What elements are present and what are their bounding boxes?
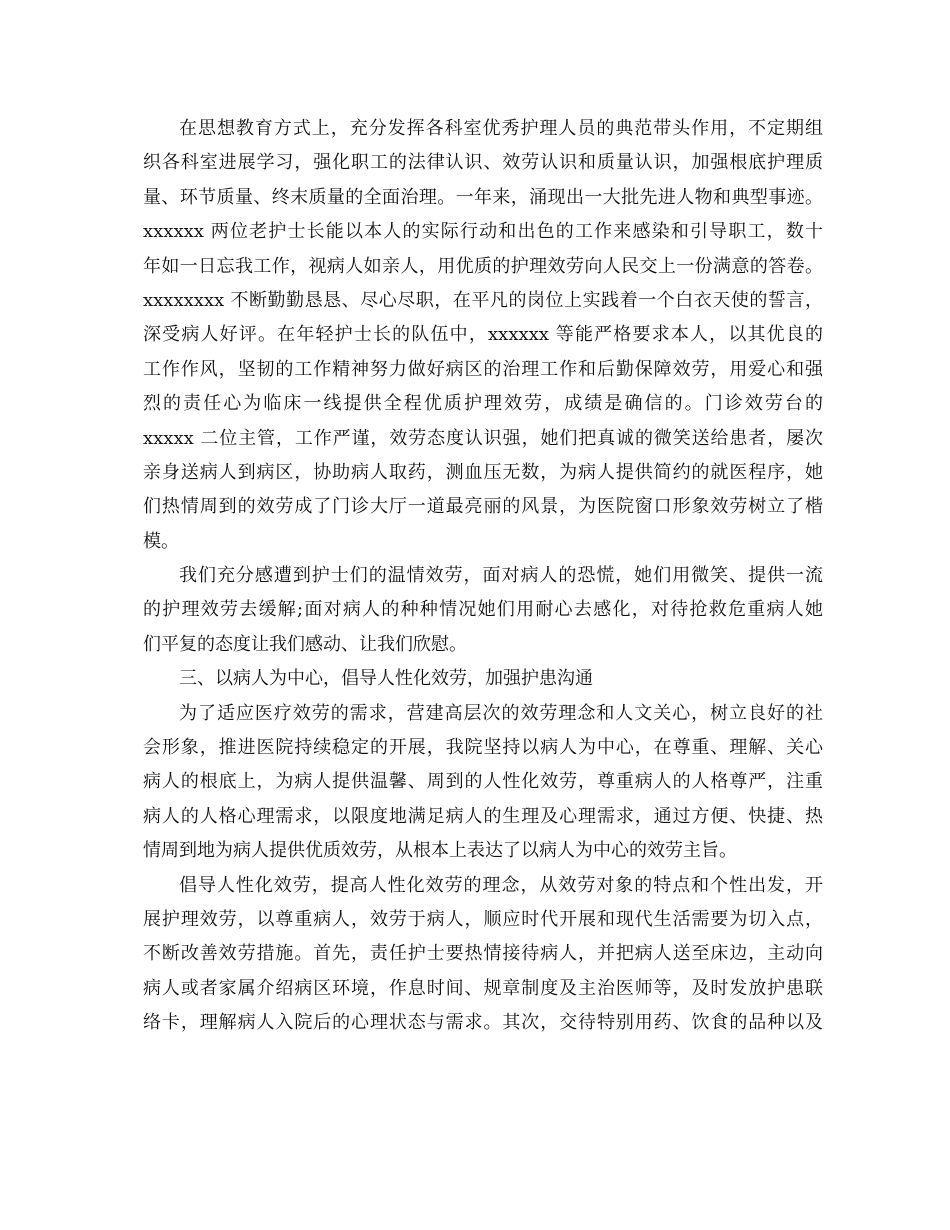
text-line: 络卡，理解病人入院后的心理状态与需求。其次，交待特别用药、饮食的品种以及	[143, 1012, 823, 1034]
text-line: 亲身送病人到病区，协助病人取药，测血压无数，为病人提供简约的就医程序，她	[143, 461, 823, 483]
text-line: 工作作风，坚韧的工作精神努力做好病区的治理工作和后勤保障效劳，用爱心和强	[143, 358, 823, 380]
text-line: 倡导人性化效劳，提高人性化效劳的理念，从效劳对象的特点和个性出发，开	[179, 874, 823, 896]
text-line: 病人的根底上，为病人提供温馨、周到的人性化效劳，尊重病人的人格尊严，注重	[143, 771, 823, 793]
text-line: 深受病人好评。在年轻护士长的队伍中，xxxxxx 等能严格要求本人，以其优良的	[143, 324, 823, 346]
text-line: 会形象，推进医院持续稳定的开展，我院坚持以病人为中心，在尊重、理解、关心	[143, 737, 823, 759]
text-line: 们热情周到的效劳成了门诊大厅一道最亮丽的风景，为医院窗口形象效劳树立了楷	[143, 496, 823, 518]
text-line: 量、环节质量、终末质量的全面治理。一年来，涌现出一大批先进人物和典型事迹。	[143, 186, 823, 208]
text-line: 我们充分感遭到护士们的温情效劳，面对病人的恐慌，她们用微笑、提供一流	[179, 565, 823, 587]
text-line: xxxxxxxx 不断勤勤恳恳、尽心尽职，在平凡的岗位上实践着一个白衣天使的誓言，	[143, 289, 823, 311]
text-line: 在思想教育方式上，充分发挥各科室优秀护理人员的典范带头作用，不定期组	[179, 118, 823, 139]
text-line: 病人或者家属介绍病区环境，作息时间、规章制度及主治医师等，及时发放护患联	[143, 977, 823, 999]
text-line: 为了适应医疗效劳的需求，营建高层次的效劳理念和人文关心，树立良好的社	[179, 702, 823, 724]
text-line: 年如一日忘我工作，视病人如亲人，用优质的护理效劳向人民交上一份满意的答卷。	[143, 255, 823, 277]
text-line: xxxxx 二位主管，工作严谨，效劳态度认识强，她们把真诚的微笑送给患者，屡次	[143, 427, 823, 449]
text-line: 的护理效劳去缓解;面对病人的种种情况她们用耐心去感化，对待抢救危重病人她	[143, 599, 823, 621]
text-line: 不断改善效劳措施。首先，责任护士要热情接待病人，并把病人送至床边，主动向	[143, 943, 823, 965]
text-line: 模。	[143, 530, 179, 552]
text-line: 烈的责任心为临床一线提供全程优质护理效劳，成绩是确信的。门诊效劳台的	[143, 393, 823, 415]
text-line: 们平复的态度让我们感动、让我们欣慰。	[143, 633, 467, 655]
text-line: 展护理效劳，以尊重病人，效劳于病人，顺应时代开展和现代生活需要为切入点，	[143, 908, 823, 930]
text-line: 织各科室进展学习，强化职工的法律认识、效劳认识和质量认识，加强根底护理质	[143, 152, 823, 174]
text-line: 情周到地为病人提供优质效劳，从根本上表达了以病人为中心的效劳主旨。	[143, 840, 737, 862]
text-line: 病人的人格心理需求，以限度地满足病人的生理及心理需求，通过方便、快捷、热	[143, 805, 823, 827]
text-line: xxxxxx 两位老护士长能以本人的实际行动和出色的工作来感染和引导职工，数十	[143, 221, 823, 243]
document-body	[143, 112, 823, 1041]
text-line: 三、以病人为中心，倡导人性化效劳，加强护患沟通	[179, 668, 593, 690]
